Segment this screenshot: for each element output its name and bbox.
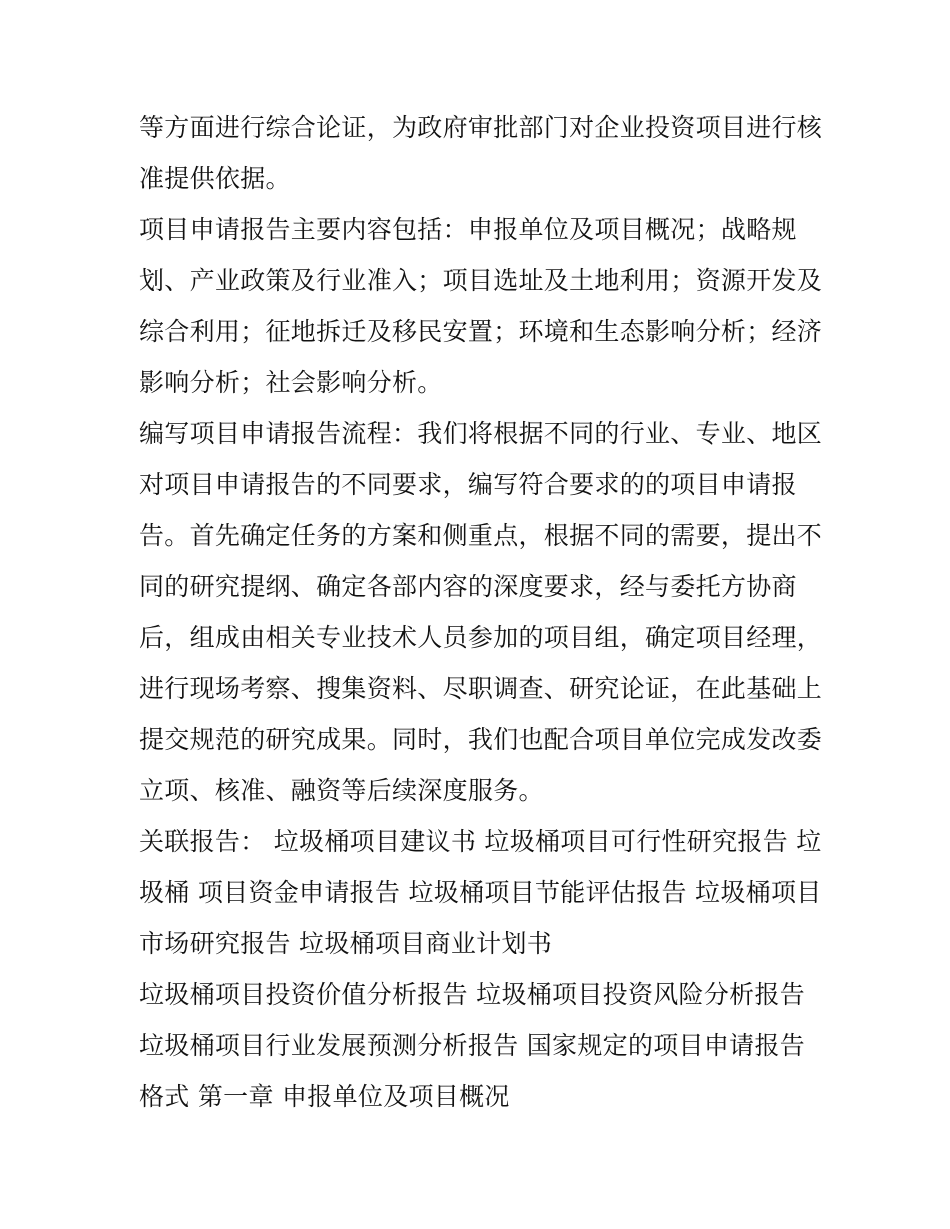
- text-line: 项目申请报告主要内容包括：申报单位及项目概况；战略规: [139, 215, 797, 244]
- text-line: 垃圾桶项目行业发展预测分析报告 国家规定的项目申请报告: [139, 1031, 806, 1060]
- text-line: 格式 第一章 申报单位及项目概况: [139, 1082, 510, 1111]
- text-line: 进行现场考察、搜集资料、尽职调查、研究论证，在此基础上: [139, 674, 823, 703]
- text-line: 提交规范的研究成果。同时，我们也配合项目单位完成发改委: [139, 725, 823, 754]
- text-line: 垃圾桶项目投资价值分析报告 垃圾桶项目投资风险分析报告: [139, 980, 806, 1009]
- text-line: 影响分析；社会影响分析。: [139, 368, 443, 397]
- text-line: 告。首先确定任务的方案和侧重点，根据不同的需要，提出不: [139, 521, 823, 550]
- text-line: 准提供依据。: [139, 164, 291, 193]
- text-line: 市场研究报告 垃圾桶项目商业计划书: [139, 929, 553, 958]
- text-line: 圾桶 项目资金申请报告 垃圾桶项目节能评估报告 垃圾桶项目: [139, 878, 822, 907]
- body-text: [139, 102, 823, 1122]
- text-line: 对项目申请报告的不同要求，编写符合要求的的项目申请报: [139, 470, 797, 499]
- text-line: 综合利用；征地拆迁及移民安置；环境和生态影响分析；经济: [139, 317, 823, 346]
- text-line: 同的研究提纲、确定各部内容的深度要求，经与委托方协商: [139, 572, 797, 601]
- text-line: 编写项目申请报告流程：我们将根据不同的行业、专业、地区: [139, 419, 823, 448]
- text-line: 关联报告： 垃圾桶项目建议书 垃圾桶项目可行性研究报告 垃: [139, 827, 822, 856]
- text-line: 划、产业政策及行业准入；项目选址及土地利用；资源开发及: [139, 266, 823, 295]
- text-line: 立项、核准、融资等后续深度服务。: [139, 776, 544, 805]
- text-line: 等方面进行综合论证，为政府审批部门对企业投资项目进行核: [139, 113, 823, 142]
- text-line: 后，组成由相关专业技术人员参加的项目组，确定项目经理，: [139, 623, 823, 652]
